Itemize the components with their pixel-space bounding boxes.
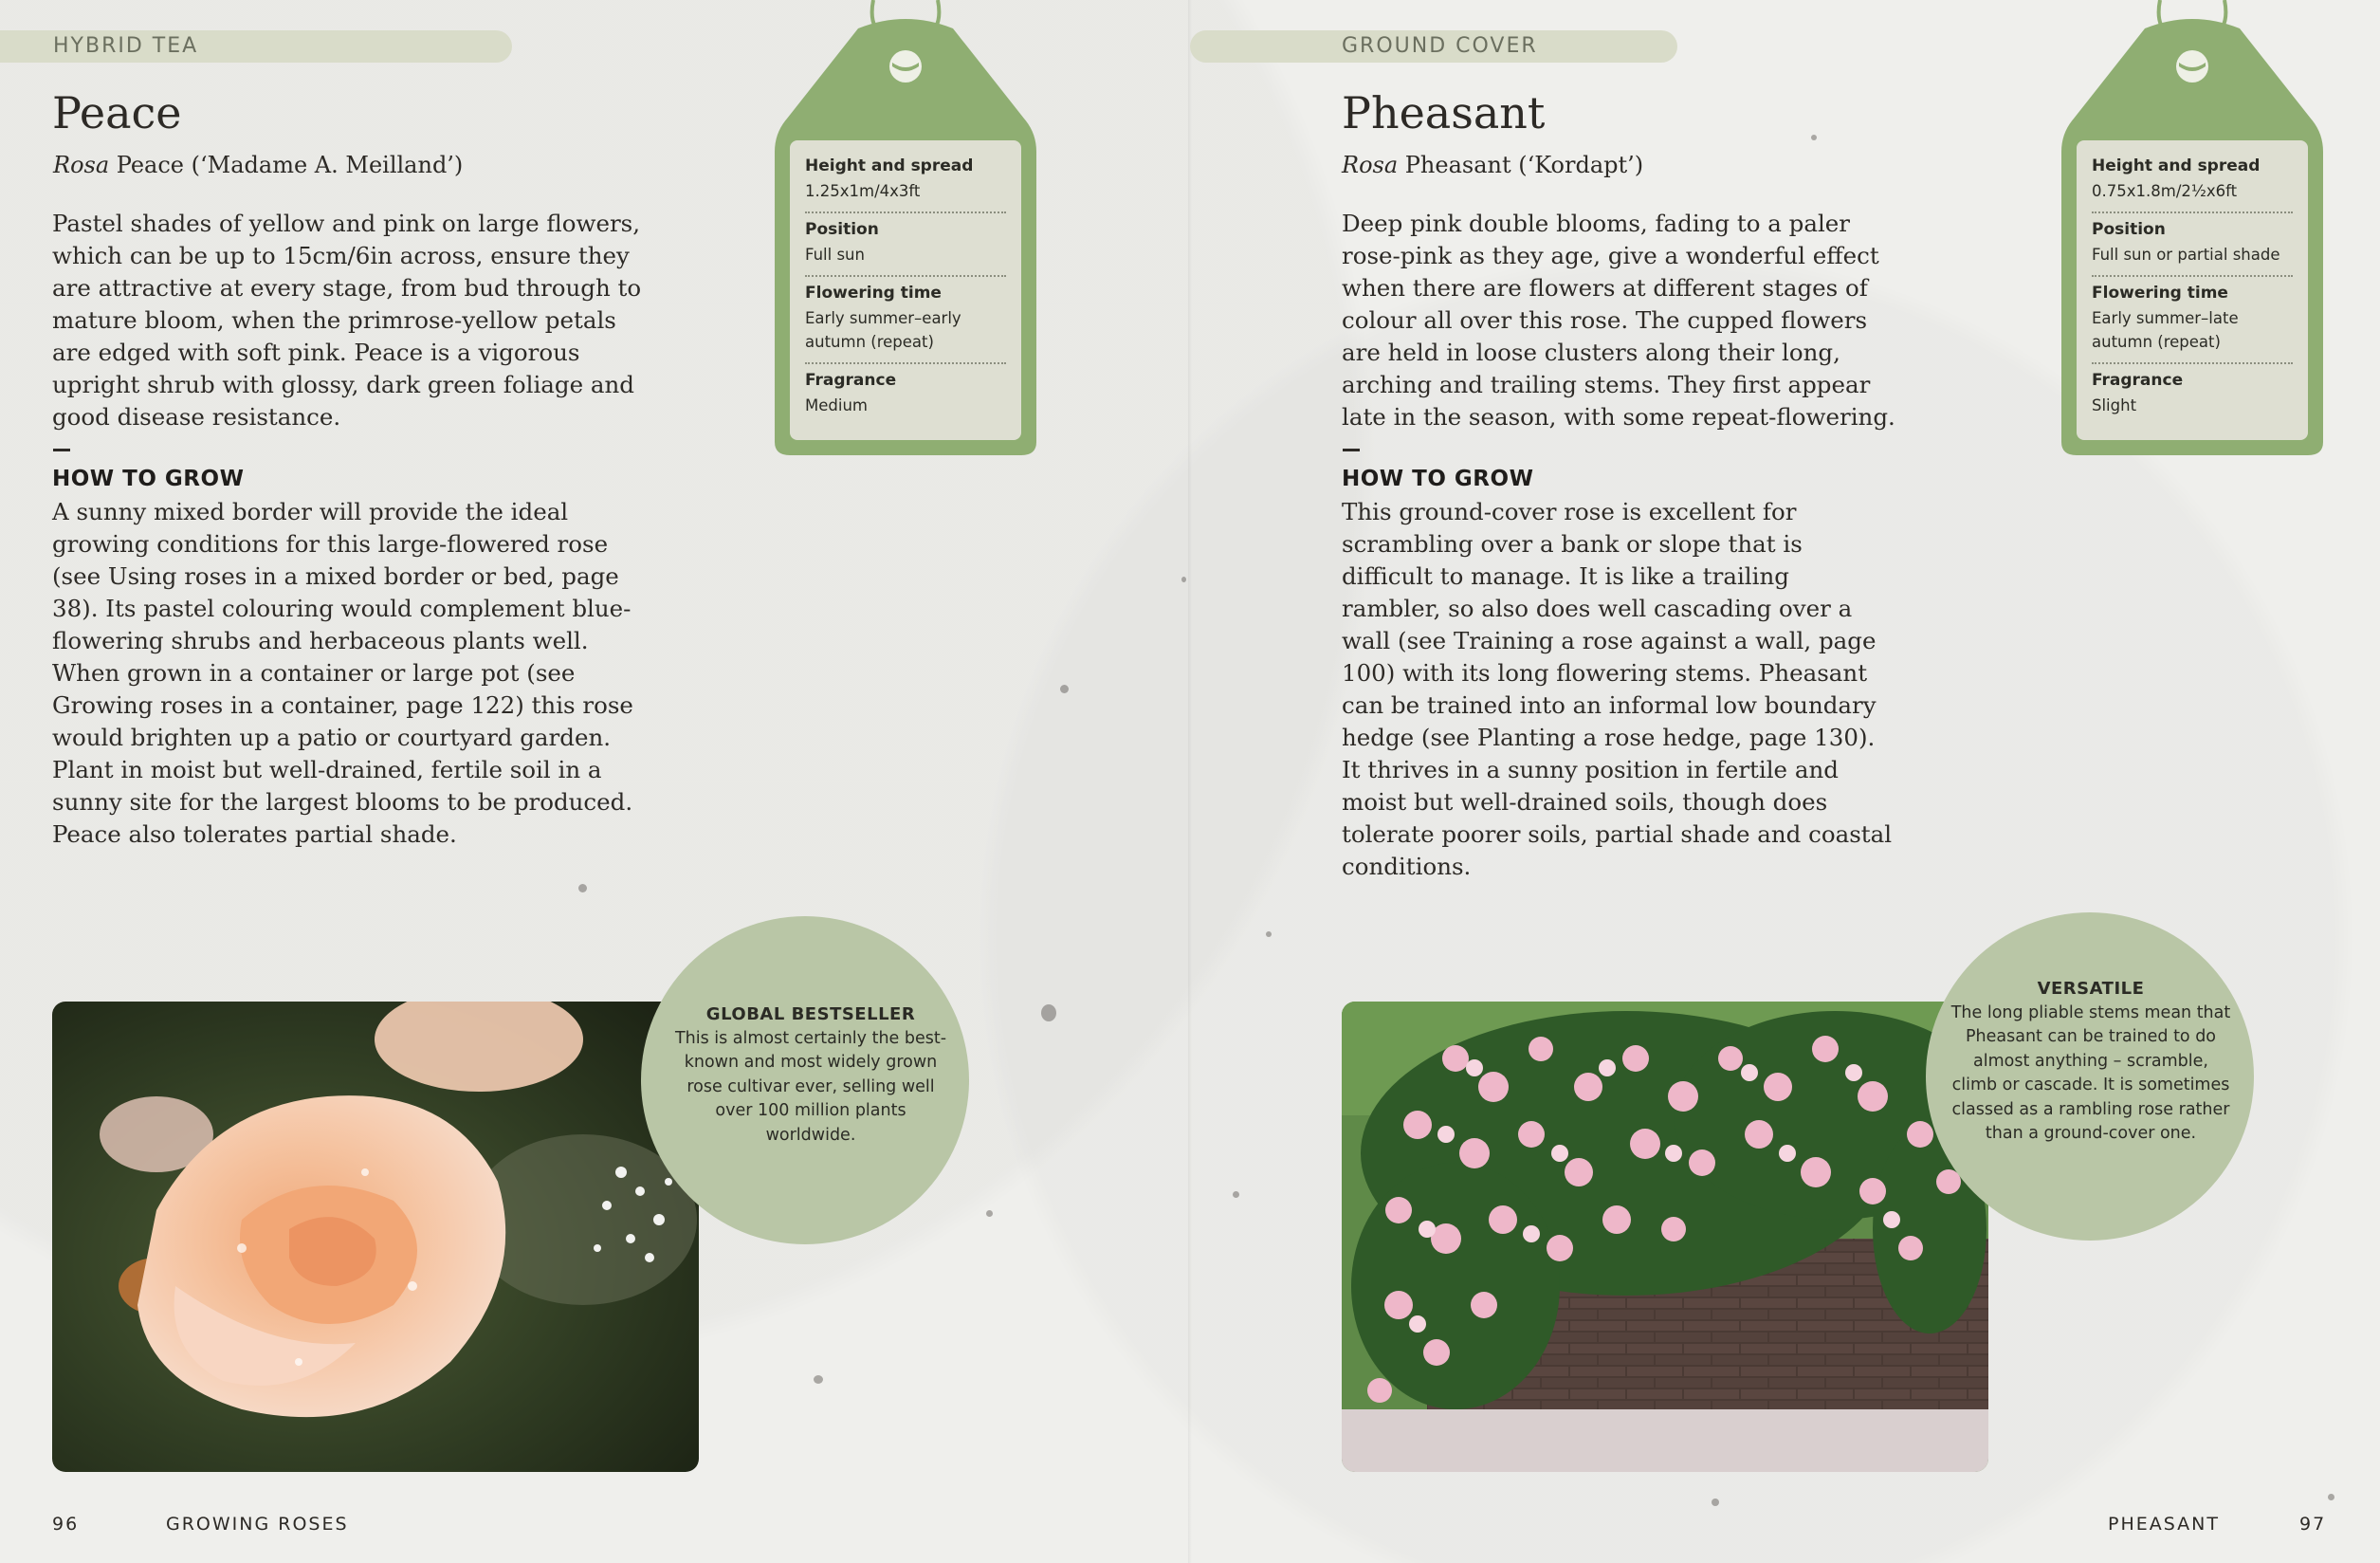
tag-row-flowering [805,277,1006,364]
plant-info-tag [2060,0,2325,460]
tag-label: Height and spread [2092,156,2261,175]
tag-label: Position [805,220,879,239]
latin-genus: Rosa [1342,152,1399,178]
running-head: GROWING ROSES [166,1514,349,1535]
page-title: Peace [52,87,182,138]
callout-title: VERSATILE [2037,979,2145,999]
tag-label: Fragrance [805,371,897,390]
tag-row-position [2092,213,2293,277]
tag-row-flowering [2092,277,2293,364]
paper-speck [2328,1494,2334,1500]
tag-row-position [805,213,1006,277]
tag-label: Position [2092,220,2166,239]
description: Pastel shades of yellow and pink on large flowers, which can be up to 15cm/6in across, ensure they are attractive at every stage, from bud through to mature bloom, when the primrose-yellow petals are edged with soft pink. Peace is a vigorous upright shrub with glossy, dark green foliage and good disease resistance. [52,210,642,431]
tag-label: Flowering time [805,284,942,303]
tag-label: Fragrance [2092,371,2184,390]
tag-label: Flowering time [2092,284,2228,303]
page-number: 97 [2299,1514,2327,1535]
tag-row-fragrance [2092,364,2293,426]
latin-name [53,152,463,178]
rose-photo-peace [52,1002,699,1472]
rose-photo-pheasant [1342,1002,1988,1472]
category-label: GROUND COVER [1342,34,1538,58]
how-to-grow-heading: HOW TO GROW [52,467,245,491]
paper-speck [1811,135,1817,140]
rose-photo-peace-image [52,1002,699,1472]
tag-value: Full sun or partial shade [2092,246,2280,264]
paper-speck [1181,577,1186,582]
paper-speck [1712,1499,1719,1506]
how-to-grow-text: A sunny mixed border will provide the ideal growing conditions for this large-flowered rose (see Using roses in a mixed border or bed, page 38). Its pastel colouring would complement blue-flowering shrubs and herbaceous plants well. When grown in a container or large pot (see Growing roses in a container, page 122) this rose would brighten up a patio or courtyard garden. Plant in moist but well-drained, fertile soil in a sunny site for the largest blooms to be produced. Peace also tolerates partial shade. [52,498,633,848]
tag-hole-icon [889,50,922,83]
callout-text: This is almost certainly the best-known and most widely grown rose cultivar ever, selling well over 100 million plants worldwide. [674,1028,947,1145]
rose-photo-pheasant-image [1342,1002,1988,1472]
paper-speck [986,1210,993,1217]
paper-speck [1041,1004,1056,1021]
paper-speck [578,884,587,892]
right-page [1190,0,2380,1563]
page-number: 96 [52,1514,80,1535]
tag-panel [2077,140,2308,440]
description: Deep pink double blooms, fading to a paler rose-pink as they age, give a wonderful effect when there are flowers at different stages of colour all over this rose. The cupped flowers are held in loose clusters along their long, arching and trailing stems. They first appear late in the season, with some repeat-flowering. [1342,210,1895,431]
tag-value: Medium [805,396,868,414]
tag-panel [790,140,1021,440]
callout [668,1002,953,1148]
running-head: PHEASANT [2108,1514,2220,1535]
callout-title: GLOBAL BESTSELLER [705,1004,916,1024]
paper-speck [1060,685,1069,693]
paper-speck [814,1375,823,1384]
how-to-grow-heading: HOW TO GROW [1342,467,1534,491]
tag-row-fragrance [805,364,1006,426]
how-to-grow-text: This ground-cover rose is excellent for scrambling over a bank or slope that is difficult to manage. It is like a trailing rambler, so also does well cascading over a wall (see Training a rose against a wall, page 100) with its long flowering stems. Pheasant can be trained into an informal low boundary hedge (see Planting a rose hedge, page 130). It thrives in a sunny position in fertile and moist but well-drained soils, though does tolerate poorer soils, partial shade and coastal conditions. [1342,498,1893,880]
plant-info-tag [773,0,1038,460]
tag-value: Early summer–early autumn (repeat) [805,309,961,351]
callout [1949,977,2233,1147]
callout-text: The long pliable stems mean that Pheasant can be trained to do almost anything – scramble, climb or cascade. It is sometimes classed as a rambling rose rather than a ground-cover one. [1950,1002,2231,1143]
tag-value: 0.75x1.8m/2½x6ft [2092,182,2238,200]
tag-row-height [2092,150,2293,213]
tag-value: 1.25x1m/4x3ft [805,182,921,200]
section-dash [1343,449,1360,451]
paper-speck [1266,931,1272,937]
cultivar-name: Pheasant (‘Kordapt’) [1398,152,1644,178]
latin-genus: Rosa [53,152,110,178]
cultivar-name: Peace (‘Madame A. Meilland’) [109,152,464,178]
latin-name [1342,152,1643,178]
tag-value: Full sun [805,246,865,264]
tag-hole-icon [2176,50,2208,83]
section-dash [53,449,70,451]
tag-row-height [805,150,1006,213]
page-title: Pheasant [1342,87,1546,138]
tag-value: Slight [2092,396,2137,414]
category-label: HYBRID TEA [53,34,199,58]
tag-label: Height and spread [805,156,974,175]
tag-value: Early summer–late autumn (repeat) [2092,309,2239,351]
paper-speck [1233,1191,1239,1198]
